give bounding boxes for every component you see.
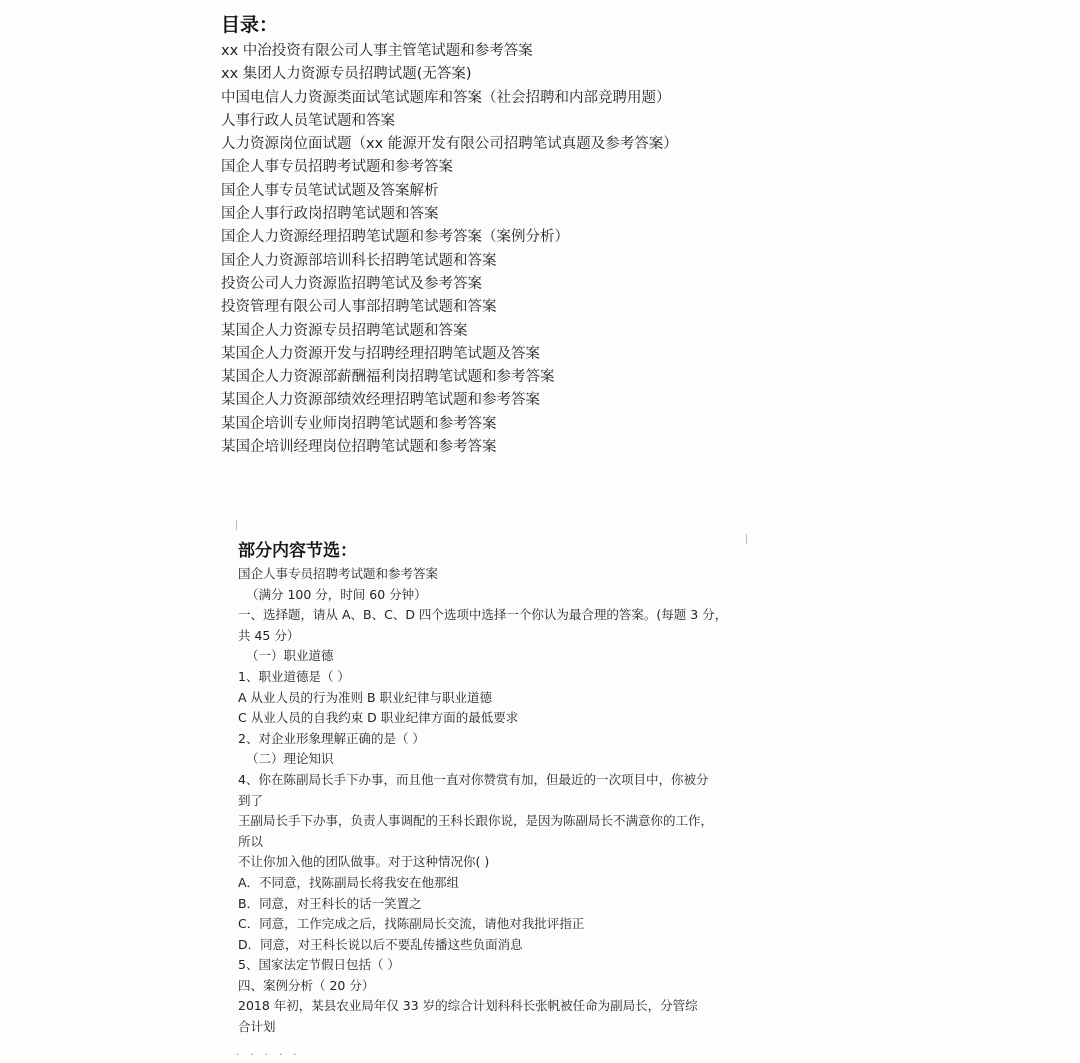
page-bottom-dots: · · · · · xyxy=(236,1050,301,1061)
page-corner-mark xyxy=(236,520,243,530)
excerpt-line: A．不同意，找陈副局长将我安在他那组 xyxy=(238,874,460,890)
excerpt-line: 5、国家法定节假日包括（ ） xyxy=(238,957,400,973)
excerpt-line: 共 45 分） xyxy=(238,627,300,643)
excerpt-line: 合计划 xyxy=(238,1019,276,1035)
toc-item: 中国电信人力资源类面试笔试题库和答案（社会招聘和内部竞聘用题） xyxy=(221,89,671,106)
excerpt-line: 王副局长手下办事，负责人事调配的王科长跟你说，是因为陈副局长不满意你的工作， xyxy=(238,813,714,829)
excerpt-line: D．同意，对王科长说以后不要乱传播这些负面消息 xyxy=(238,936,523,952)
toc-item: 某国企人力资源开发与招聘经理招聘笔试题及答案 xyxy=(221,345,540,362)
excerpt-line: 2018 年初，某县农业局年仅 33 岁的综合计划科科长张帆被任命为副局长，分管综 xyxy=(238,998,698,1014)
excerpt-line: B．同意，对王科长的话一笑置之 xyxy=(238,895,422,911)
toc-item: 某国企培训经理岗位招聘笔试题和参考答案 xyxy=(221,439,497,456)
excerpt-line: C．同意，工作完成之后，找陈副局长交流，请他对我批评指正 xyxy=(238,916,585,932)
toc-item: 国企人力资源经理招聘笔试题和参考答案（案例分析） xyxy=(221,229,569,246)
toc-title: 目录： xyxy=(221,14,279,36)
toc-item: 国企人事专员招聘考试题和参考答案 xyxy=(221,159,453,176)
excerpt-line: （满分 100 分，时间 60 分钟） xyxy=(246,586,427,602)
excerpt-line: 一、选择题，请从 A、B、C、D 四个选项中选择一个你认为最合理的答案。(每题 3 分， xyxy=(238,607,728,623)
excerpt-line: C 从业人员的自我约束 D 职业纪律方面的最低要求 xyxy=(238,710,519,726)
toc-item: 某国企人力资源部绩效经理招聘笔试题和参考答案 xyxy=(221,392,540,409)
toc-item: 某国企培训专业师岗招聘笔试题和参考答案 xyxy=(221,415,497,432)
toc-item: 投资管理有限公司人事部招聘笔试题和答案 xyxy=(221,299,497,316)
excerpt-title: 部分内容节选： xyxy=(238,541,357,561)
toc-item: 国企人事专员笔试试题及答案解析 xyxy=(221,182,439,199)
table-of-contents xyxy=(221,10,781,459)
excerpt-line: A 从业人员的行为准则 B 职业纪律与职业道德 xyxy=(238,689,493,705)
toc-item: xx 中冶投资有限公司人事主管笔试题和参考答案 xyxy=(221,43,533,59)
toc-list xyxy=(221,40,781,459)
page-corner-mark xyxy=(740,534,747,544)
excerpt-doc-title: 国企人事专员招聘考试题和参考答案 xyxy=(238,566,439,581)
excerpt-line: 4、你在陈副局长手下办事，而且他一直对你赞赏有加，但最近的一次项目中，你被分 xyxy=(238,771,709,787)
excerpt-line: 到了 xyxy=(238,792,264,808)
toc-item: 国企人力资源部培训科长招聘笔试题和答案 xyxy=(221,252,497,269)
excerpt-line: 四、案例分析（ 20 分） xyxy=(238,977,375,993)
toc-item: 国企人事行政岗招聘笔试题和答案 xyxy=(221,206,439,223)
excerpt-line: （一）职业道德 xyxy=(246,648,334,664)
excerpt-line: 2、对企业形象理解正确的是（ ） xyxy=(238,730,425,746)
toc-item: 投资公司人力资源监招聘笔试及参考答案 xyxy=(221,275,482,292)
toc-item: 人力资源岗位面试题（xx 能源开发有限公司招聘笔试真题及参考答案） xyxy=(221,136,678,153)
excerpt-section xyxy=(238,538,738,1038)
toc-item: xx 集团人力资源专员招聘试题(无答案) xyxy=(221,66,472,83)
toc-item: 某国企人力资源专员招聘笔试题和答案 xyxy=(221,322,468,339)
excerpt-line: 不让你加入他的团队做事。对于这种情况你( ) xyxy=(238,854,490,870)
toc-item: 人事行政人员笔试题和答案 xyxy=(221,112,395,129)
toc-item: 某国企人力资源部薪酬福利岗招聘笔试题和参考答案 xyxy=(221,369,555,386)
excerpt-line: 1、职业道德是（ ） xyxy=(238,668,350,684)
excerpt-line: 所以 xyxy=(238,833,264,849)
excerpt-line: （二）理论知识 xyxy=(246,751,334,767)
